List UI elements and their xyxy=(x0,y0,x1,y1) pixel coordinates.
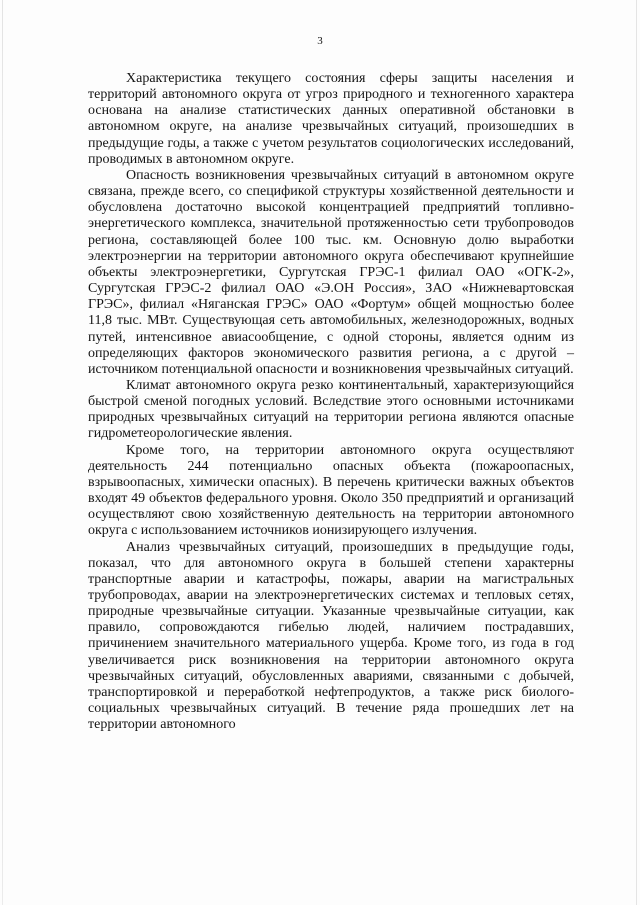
scan-edge-right xyxy=(636,0,637,905)
page-number: 3 xyxy=(317,35,323,47)
paragraph-emergency-analysis: Анализ чрезвычайных ситуаций, произошедших в предыдущие годы, показал, что для автономного округа в большей степени характерны транспортные аварии и катастрофы, пожары, аварии на магистральных трубопроводах, аварии на электроэнергетических системах и тепловых сетях, природные чрезвычайные ситуации. Указанные чрезвычайные ситуации, как правило, сопровождаются гибелью людей, наличием пострадавших, причинением значительного материального ущерба. Кроме того, из года в год увеличивается риск возникновения на территории автономного округа чрезвычайных ситуаций, обусловленных авариями, связанными с добычей, транспортировкой и переработкой нефтепродуктов, а также риск биолого-социальных чрезвычайных ситуаций. В течение ряда прошедших лет на территории автономного xyxy=(88,539,574,733)
body-text xyxy=(88,71,574,733)
paragraph-climate: Климат автономного округа резко континентальный, характеризующийся быстрой сменой погодных условий. Вследствие этого основными источниками природных чрезвычайных ситуаций на территории региона являются опасные гидрометеорологические явления. xyxy=(88,377,574,442)
paragraph-hazardous-facilities: Кроме того, на территории автономного округа осуществляют деятельность 244 потенциально опасных объекта (пожароопасных, взрывоопасных, химически опасных). В перечень критически важных объектов входят 49 объектов федерального уровня. Около 350 предприятий и организаций осуществляют свою хозяйственную деятельность на территории автономного округа с использованием источников ионизирующего излучения. xyxy=(88,442,574,539)
paragraph-hazard-sources: Опасность возникновения чрезвычайных ситуаций в автономном округе связана, прежде всего, со спецификой структуры хозяйственной деятельности и обусловлена достаточно высокой концентрацией предприятий топливно-энергетического комплекса, значительной протяженностью сети трубопроводов региона, составляющей более 100 тыс. км. Основную долю выработки электроэнергии на территории автономного округа обеспечивают крупнейшие объекты электроэнергетики, Сургутская ГРЭС-1 филиал ОАО «ОГК-2», Сургутская ГРЭС-2 филиал ОАО «Э.ОН Россия», ЗАО «Нижневартовская ГРЭС», филиал «Няганская ГРЭС» ОАО «Фортум» общей мощностью более 11,8 тыс. МВт. Существующая сеть автомобильных, железнодорожных, водных путей, интенсивное авиасообщение, с одной стороны, является одним из определяющих факторов экономического развития региона, а с другой – источником потенциальной опасности и возникновения чрезвычайных ситуаций. xyxy=(88,167,574,377)
paragraph-assessment-basis: Характеристика текущего состояния сферы защиты населения и территорий автономного округа от угроз природного и техногенного характера основана на анализе статистических данных оперативной обстановки в автономном округе, на анализе чрезвычайных ситуаций, произошедших в предыдущие годы, а также с учетом результатов социологических исследований, проводимых в автономном округе. xyxy=(88,71,574,167)
scan-edge-left xyxy=(2,0,3,905)
